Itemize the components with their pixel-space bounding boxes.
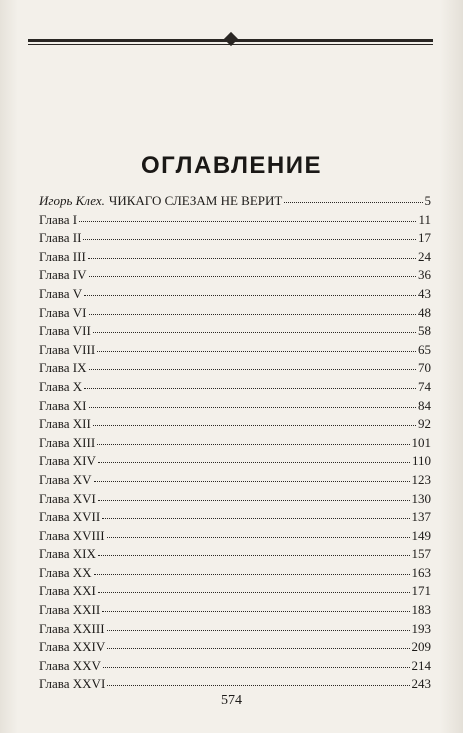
toc-entry-page-number: 157 (411, 546, 431, 562)
dot-leader (93, 412, 416, 426)
toc-entry-title: Глава XV (39, 471, 92, 487)
toc-entry-page-number: 24 (418, 248, 431, 264)
dot-leader (83, 226, 416, 240)
toc-entry-page-number: 5 (424, 193, 431, 208)
dot-leader (102, 598, 409, 612)
table-of-contents (39, 191, 431, 693)
toc-entry-page-number: 110 (411, 453, 431, 469)
toc-entry-label (39, 601, 100, 620)
toc-entry-page-number: 48 (418, 304, 431, 320)
dot-leader (93, 319, 416, 333)
page-title: ОГЛАВЛЕНИЕ (140, 152, 323, 179)
toc-entry-page-number: 193 (411, 620, 431, 636)
toc-entry-label (39, 564, 92, 583)
toc-entry-title: Глава VII (39, 323, 91, 339)
toc-entry-label (39, 545, 96, 564)
toc-entry-label (39, 285, 82, 304)
toc-entry-title: Глава XXIII (39, 620, 105, 636)
toc-entry-label (39, 657, 101, 676)
toc-entry-label (39, 322, 91, 341)
toc-entry-label (39, 471, 92, 490)
dot-leader (84, 282, 416, 296)
toc-entry-page-number: 183 (411, 602, 431, 618)
toc-entry-title: Глава X (39, 378, 83, 394)
dot-leader (89, 356, 417, 370)
dot-leader (97, 338, 416, 352)
page-number: 574 (221, 693, 242, 708)
dot-leader (79, 208, 416, 222)
toc-entry-label (39, 397, 87, 416)
dot-leader (107, 672, 409, 686)
toc-entry-title: ЧИКАГО СЛЕЗАМ НЕ ВЕРИТ (108, 193, 283, 208)
toc-entry-title: Глава XXIV (39, 639, 106, 655)
dot-leader (98, 542, 410, 556)
dot-leader (102, 505, 409, 519)
toc-entry-label (39, 638, 105, 657)
toc-entry-author: Игорь Клех. (39, 193, 105, 208)
dot-leader (97, 431, 409, 445)
toc-entry-title: Глава XIII (39, 434, 96, 450)
toc-entry-title: Глава XVI (39, 490, 96, 506)
toc-entry-page-number: 84 (418, 397, 431, 413)
toc-entry-label (39, 229, 81, 248)
toc-entry-label (39, 508, 100, 527)
toc-entry-title: Глава II (39, 230, 82, 246)
toc-entry-label (39, 248, 86, 267)
dot-leader (107, 635, 409, 649)
dot-leader (98, 487, 410, 501)
toc-entry-page-number: 70 (418, 360, 431, 376)
toc-entry-page-number: 101 (411, 434, 431, 450)
toc-entry-page-number: 214 (411, 657, 431, 673)
toc-entry-label (39, 527, 105, 546)
dot-leader (84, 375, 416, 389)
dot-leader (103, 654, 410, 668)
toc-entry-title: Глава XVII (39, 509, 101, 525)
toc-entry-page-number: 209 (411, 639, 431, 655)
toc-entry-label (39, 341, 95, 360)
toc-entry-page-number: 149 (411, 527, 431, 543)
dot-leader (98, 449, 410, 463)
toc-entry-label (39, 266, 87, 285)
toc-entry-label (39, 620, 105, 639)
toc-entry-page-number: 123 (411, 471, 431, 487)
dot-leader (107, 617, 410, 631)
toc-entry-title: Глава XI (39, 397, 87, 413)
toc-entry-label (39, 452, 96, 471)
toc-entry-title: Глава III (39, 248, 86, 264)
toc-entry-label (39, 359, 87, 378)
toc-entry-page-number: 17 (418, 230, 431, 246)
dot-leader (89, 301, 417, 315)
toc-entry (39, 674, 431, 693)
dot-leader (94, 561, 410, 575)
toc-entry-title: Глава I (39, 211, 78, 227)
toc-entry-page-number: 92 (418, 416, 431, 432)
dot-leader (89, 394, 417, 408)
toc-entry-page-number: 163 (411, 564, 431, 580)
toc-entry-title: Глава IX (39, 360, 87, 376)
dot-leader (94, 468, 410, 482)
dot-leader (98, 579, 410, 593)
header-rule (28, 36, 433, 48)
toc-entry-label (39, 490, 96, 509)
toc-entry-page-number: 171 (411, 583, 431, 599)
dot-leader (284, 189, 422, 203)
toc-entry-label (39, 415, 91, 434)
toc-entry-title: Глава XXVI (39, 676, 106, 692)
toc-entry-page-number: 43 (418, 285, 431, 301)
toc-entry-label (39, 582, 96, 601)
toc-entry-label (39, 304, 87, 323)
toc-entry-label (39, 378, 82, 397)
toc-entry-title: Глава XII (39, 416, 91, 432)
toc-entry-page-number: 65 (418, 341, 431, 357)
toc-entry-title: Глава XXII (39, 602, 101, 618)
dot-leader (107, 524, 410, 538)
toc-entry-title: Глава XX (39, 564, 92, 580)
toc-entry-title: Глава XIX (39, 546, 96, 562)
toc-entry-title: Глава XXV (39, 657, 101, 673)
toc-entry-label (39, 675, 105, 694)
toc-entry-page-number: 243 (411, 676, 431, 692)
toc-entry-page-number: 36 (418, 267, 431, 283)
toc-entry-page-number: 74 (418, 378, 431, 394)
toc-entry-page-number: 11 (418, 211, 431, 227)
dot-leader (88, 245, 416, 259)
toc-entry-title: Глава VI (39, 304, 87, 320)
toc-entry-page-number: 130 (411, 490, 431, 506)
dot-leader (89, 263, 417, 277)
toc-entry-label (39, 211, 77, 230)
toc-entry-label (39, 434, 95, 453)
toc-entry-page-number: 58 (418, 323, 431, 339)
toc-entry-title: Глава V (39, 285, 83, 301)
toc-entry-title: Глава VIII (39, 341, 96, 357)
toc-entry-title: Глава IV (39, 267, 87, 283)
toc-entry-page-number: 137 (411, 509, 431, 525)
toc-entry-title: Глава XXI (39, 583, 96, 599)
toc-entry-title: Глава XVIII (39, 527, 105, 543)
toc-entry-title: Глава XIV (39, 453, 96, 469)
